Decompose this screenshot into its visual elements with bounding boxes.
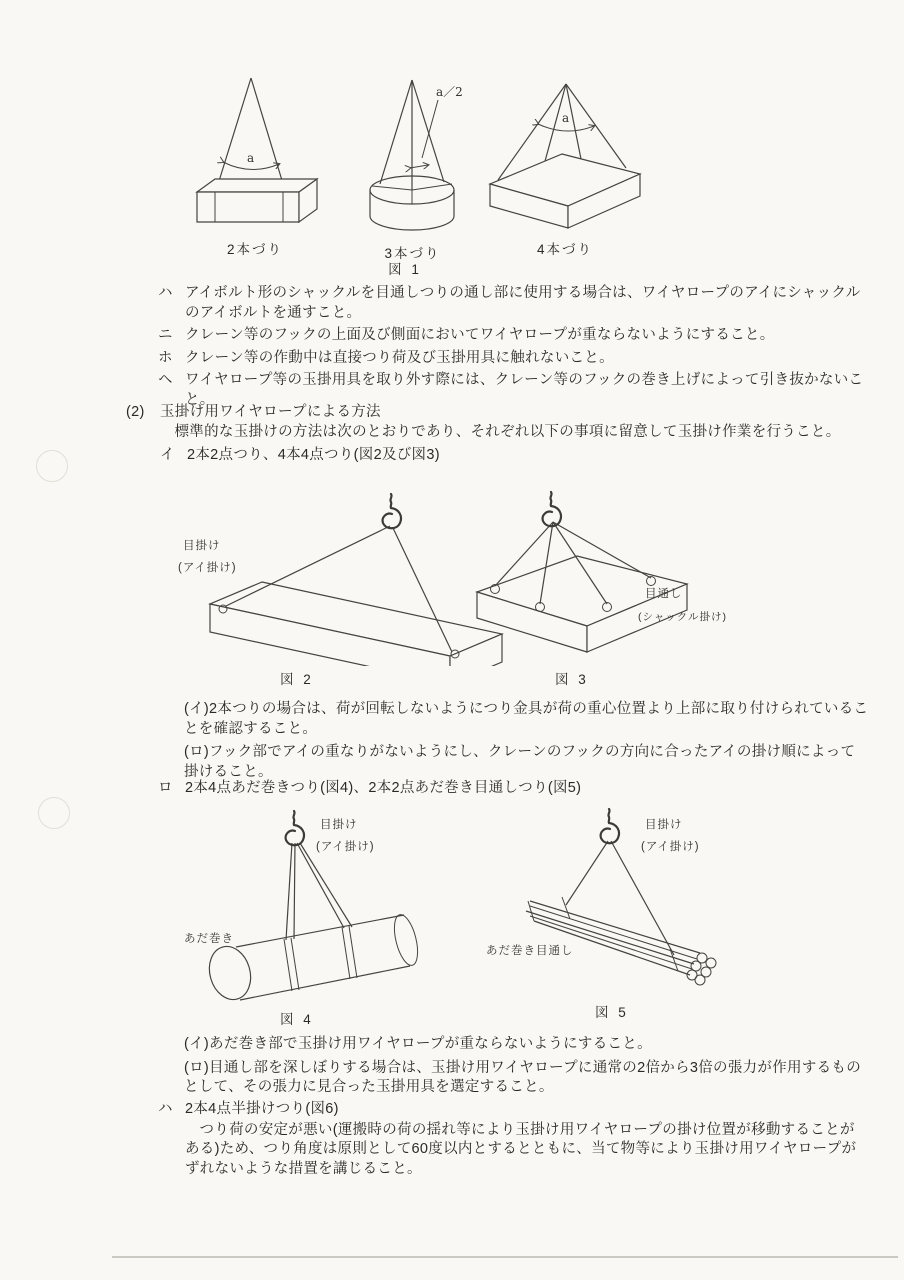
crane-hook-icon [543,492,561,526]
figure5-caption: 図 5 [595,1005,629,1020]
crane-hook-icon [286,811,304,845]
figure4-side-label: あだ巻き [184,933,234,945]
figure4-label: (アイ掛け) [316,841,375,853]
item-text: ワイヤロープ等の玉掛用具を取り外す際には、クレーン等のフックの巻き上げによって引き抜かないこと。 [185,372,864,408]
figure2-label: 目掛け [183,540,221,552]
load-box [197,179,317,222]
list-item [158,326,864,346]
section-2 [126,403,866,469]
item-text: 2本4点あだ巻きつり(図4)、2本2点あだ巻き目通しつり(図5) [185,780,582,796]
crane-hook-icon [601,809,619,843]
four-rope-sling-drawing [480,80,650,232]
list-item [158,284,864,323]
figure4-caption: 図 4 [280,1012,314,1027]
note-item: (イ)2本つりの場合は、荷が回転しないようにつり金具が荷の重心位置より上部に取り付けられていることを確認すること。 [184,701,869,737]
binder-hole [36,450,68,482]
item-marker: ハ [158,1101,173,1117]
two-rope-sling-drawing [175,72,335,232]
item-ro [158,779,864,802]
section-title: 玉掛け用ワイヤロープによる方法 [160,404,381,420]
section-intro: 標準的な玉掛けの方法は次のとおりであり、それぞれ以下の事項に留意して玉掛け作業を行うこと。 [174,423,841,440]
item-ha-half-hitch [158,1100,868,1179]
figure4-drawing [172,803,437,1005]
figure1-four-rope-sling [480,80,650,258]
notes-fig4-fig5 [184,1035,870,1098]
sling-ropes [562,841,678,971]
three-rope-sling-drawing [350,76,475,236]
item-marker: ヘ [158,372,173,388]
figure3-label: (シャックル掛け) [638,611,727,623]
figure4-label: 目掛け [320,819,358,831]
notes-fig2-fig3 [184,700,870,782]
note-item: (ロ)フック部でアイの重なりがないようにし、クレーンのフックの方向に合ったアイの掛け順によって掛けること。 [184,744,856,780]
figure2-caption: 図 2 [280,672,314,687]
note-item: (イ)あだ巻き部で玉掛け用ワイヤロープが重ならないようにすること。 [184,1036,652,1052]
angle-label: a [247,151,255,165]
item-text: 2本2点つり、4本4点つり(図2及び図3) [187,447,440,463]
figure5-label: 目掛け [645,819,683,831]
item-text: アイボルト形のシャックルを目通しつりの通し部に使用する場合は、ワイヤロープのアイにシャックルのアイボルトを通すこと。 [185,285,861,321]
section-marker: (2) [126,404,145,420]
figure4 [172,803,437,1031]
scan-artifact-line [112,1256,898,1258]
list-item [158,349,864,369]
figure5-side-label: あだ巻き目通し [486,945,574,957]
figure3-caption: 図 3 [555,672,589,687]
load-cylinder [203,912,422,1004]
figure3-drawing [455,486,785,666]
angle-arc [538,111,594,131]
figure3 [455,486,785,696]
section-2-heading [126,403,866,423]
figure1-sub-label: 2本づり [226,242,283,257]
item-marker: ハ [158,285,173,301]
sling-ropes [380,80,444,190]
figure1-sub-label: 4本づり [536,242,593,257]
figure5-drawing [478,803,758,999]
item-marker: イ [160,447,175,463]
figure3-label: 目通し [645,588,683,600]
item-text: クレーン等の作動中は直接つり荷及び玉掛用具に触れないこと。 [185,349,614,366]
crane-hook-icon [383,494,401,528]
note-item: (ロ)目通し部を深しぼりする場合は、玉掛け用ワイヤロープに通常の2倍から3倍の張力が作用するものとして、その張力に見合った玉掛用具を選定すること。 [184,1059,862,1095]
item-marker: ロ [158,780,173,796]
figure1-sub-label: 3本づり [384,246,441,261]
angle-label: a／2 [436,85,463,99]
figure1-three-rope-sling [350,76,475,262]
item-marker: ホ [158,349,173,366]
item-text: クレーン等のフックの上面及び側面においてワイヤロープが重ならないようにすること。 [185,327,775,343]
angle-label: a [562,111,570,125]
binder-hole [38,797,70,829]
list-katakana-items [158,284,864,413]
figure2-label: (アイ掛け) [178,562,237,574]
item-i [160,446,866,466]
figure1-caption: 図 1 [388,262,422,277]
item-body: つり荷の安定が悪い(運搬時の荷の揺れ等により玉掛け用ワイヤロープの掛け位置が移動することがある)ため、つり角度は原則として60度以内とするとともに、当て物等により玉掛け用ワイヤロープがずれないような措置を講じること。 [185,1121,857,1177]
angle-arc [223,151,279,170]
load-slab [490,154,640,228]
figure5-label: (アイ掛け) [641,841,700,853]
item-marker: ニ [158,327,173,343]
figure1-two-rope-sling [175,72,335,258]
figure5 [478,803,758,1025]
item-title: 2本4点半掛けつり(図6) [185,1101,339,1117]
